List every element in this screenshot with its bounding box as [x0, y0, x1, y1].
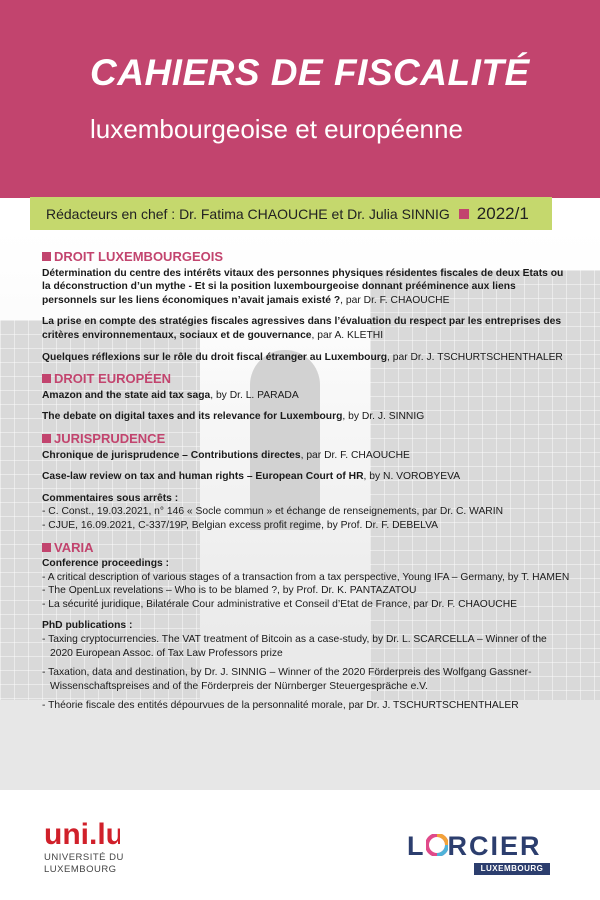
table-of-contents: [42, 250, 572, 721]
journal-subtitle: luxembourgeoise et européenne: [90, 114, 463, 144]
square-bullet-icon: [42, 434, 51, 443]
section-heading-label: DROIT EUROPÉEN: [54, 371, 172, 387]
list-item: - CJUE, 16.09.2021, C-337/19P, Belgian excess profit regime, by Prof. Dr. F. DEBELVA: [42, 519, 439, 531]
list-item: - Taxing cryptocurrencies. The VAT treatment of Bitcoin as a case-study, by Dr. L. SCARCELLA – Winner of the 2020 European Assoc. of Tax Law Professors prize: [42, 634, 547, 659]
article-title: Détermination du centre des intérêts vitaux des personnes physiques résidentes fiscales de deux Etats ou la déconstruction d’un mythe - Et si la position luxembourgeoise donnant prééminence aux liens personnels sur les liens économiques n’avait jamais existé ?: [42, 267, 564, 306]
article-author: , by Dr. L. PARADA: [210, 389, 299, 401]
article-title: Chronique de jurisprudence – Contributions directes: [42, 449, 301, 461]
square-bullet-icon: [42, 543, 51, 552]
sublist-title: Conference proceedings :: [42, 558, 170, 570]
article-author: , par Dr. F. CHAOUCHE: [300, 449, 410, 461]
university-name-line: UNIVERSITÉ DU: [44, 852, 124, 863]
publisher-letters: RCIER: [447, 831, 542, 861]
issue-number: 2022/1: [476, 203, 529, 223]
publisher-badge: LUXEMBOURG: [474, 863, 550, 875]
uni-logo-wordmark: uni.lu: [44, 818, 120, 849]
colorful-a-icon: [426, 834, 448, 856]
editors-bar: [30, 197, 552, 230]
publisher-letter: L: [407, 831, 426, 861]
university-name: [44, 852, 124, 876]
section-heading: [42, 541, 572, 555]
toc-sublist: [42, 492, 572, 533]
toc-item: [42, 410, 572, 424]
toc-sublist: [42, 557, 572, 611]
journal-title: CAHIERS DE FISCALITÉ: [90, 52, 530, 93]
article-author: , par Dr. J. TSCHURTSCHENTHALER: [387, 351, 563, 363]
cover-header: [0, 0, 600, 198]
article-title: Amazon and the state aid tax saga: [42, 389, 211, 401]
article-title: La prise en compte des stratégies fiscales agressives dans l’évaluation du respect par les entreprises des critères environnementaux, sociaux et de gouvernance: [42, 316, 562, 341]
section-heading-label: DROIT LUXEMBOURGEOIS: [54, 249, 224, 264]
square-bullet-icon: [42, 374, 51, 383]
toc-sublist: [42, 619, 572, 713]
toc-item: [42, 470, 572, 484]
sublist-title: Commentaires sous arrêts :: [42, 492, 179, 504]
article-title: The debate on digital taxes and its relevance for Luxembourg: [42, 411, 343, 423]
section-heading: [42, 250, 572, 264]
list-item: - The OpenLux revelations – Who is to be blamed ?, by Prof. Dr. K. PANTAZATOU: [42, 585, 417, 597]
article-title: Quelques réflexions sur le rôle du droit fiscal étranger au Luxembourg: [42, 351, 388, 363]
editors-text: Rédacteurs en chef : Dr. Fatima CHAOUCHE et Dr. Julia SINNIG: [46, 205, 450, 222]
toc-item: [42, 315, 572, 342]
square-bullet-icon: [42, 252, 51, 261]
article-title: Case-law review on tax and human rights – European Court of HR: [42, 471, 364, 483]
publisher-logo: [407, 831, 542, 862]
toc-item: [42, 351, 572, 365]
sublist-title: PhD publications :: [42, 620, 133, 632]
list-item: - A critical description of various stages of a transaction from a tax perspective, Young IFA – Germany, by T. HAMEN: [42, 571, 570, 583]
article-author: , par A. KLETHI: [311, 329, 384, 341]
article-author: , by N. VOROBYEVA: [363, 471, 461, 483]
toc-item: [42, 267, 572, 308]
toc-item: [42, 389, 572, 403]
section-heading-label: VARIA: [54, 539, 94, 555]
toc-item: [42, 449, 572, 463]
list-item: - Théorie fiscale des entités dépourvues de la personnalité morale, par Dr. J. TSCHURTSCHENTHALER: [42, 700, 519, 712]
article-author: , par Dr. F. CHAOUCHE: [340, 294, 450, 306]
square-bullet-icon: [459, 209, 469, 219]
section-heading: [42, 372, 572, 386]
list-item: - Taxation, data and destination, by Dr. J. SINNIG – Winner of the 2020 Förderpreis des Wolfgang Gassner-Wissenschaftspreises and of the Förderpreis der Nürnberger Steuergespräche e.V.: [42, 667, 532, 692]
uni-lu-logo-icon: [44, 817, 120, 849]
university-name-line: LUXEMBOURG: [44, 864, 117, 875]
list-item: - La sécurité juridique, Bilatérale Cour administrative et Conseil d’Etat de France, par Dr. F. CHAOUCHE: [42, 598, 517, 610]
article-author: , by Dr. J. SINNIG: [342, 411, 425, 423]
list-item: - C. Const., 19.03.2021, n° 146 « Socle commun » et échange de renseignements, par Dr. C. WARIN: [42, 506, 504, 518]
section-heading-label: JURISPRUDENCE: [54, 430, 166, 446]
university-logo: [44, 817, 120, 854]
section-heading: [42, 432, 572, 446]
